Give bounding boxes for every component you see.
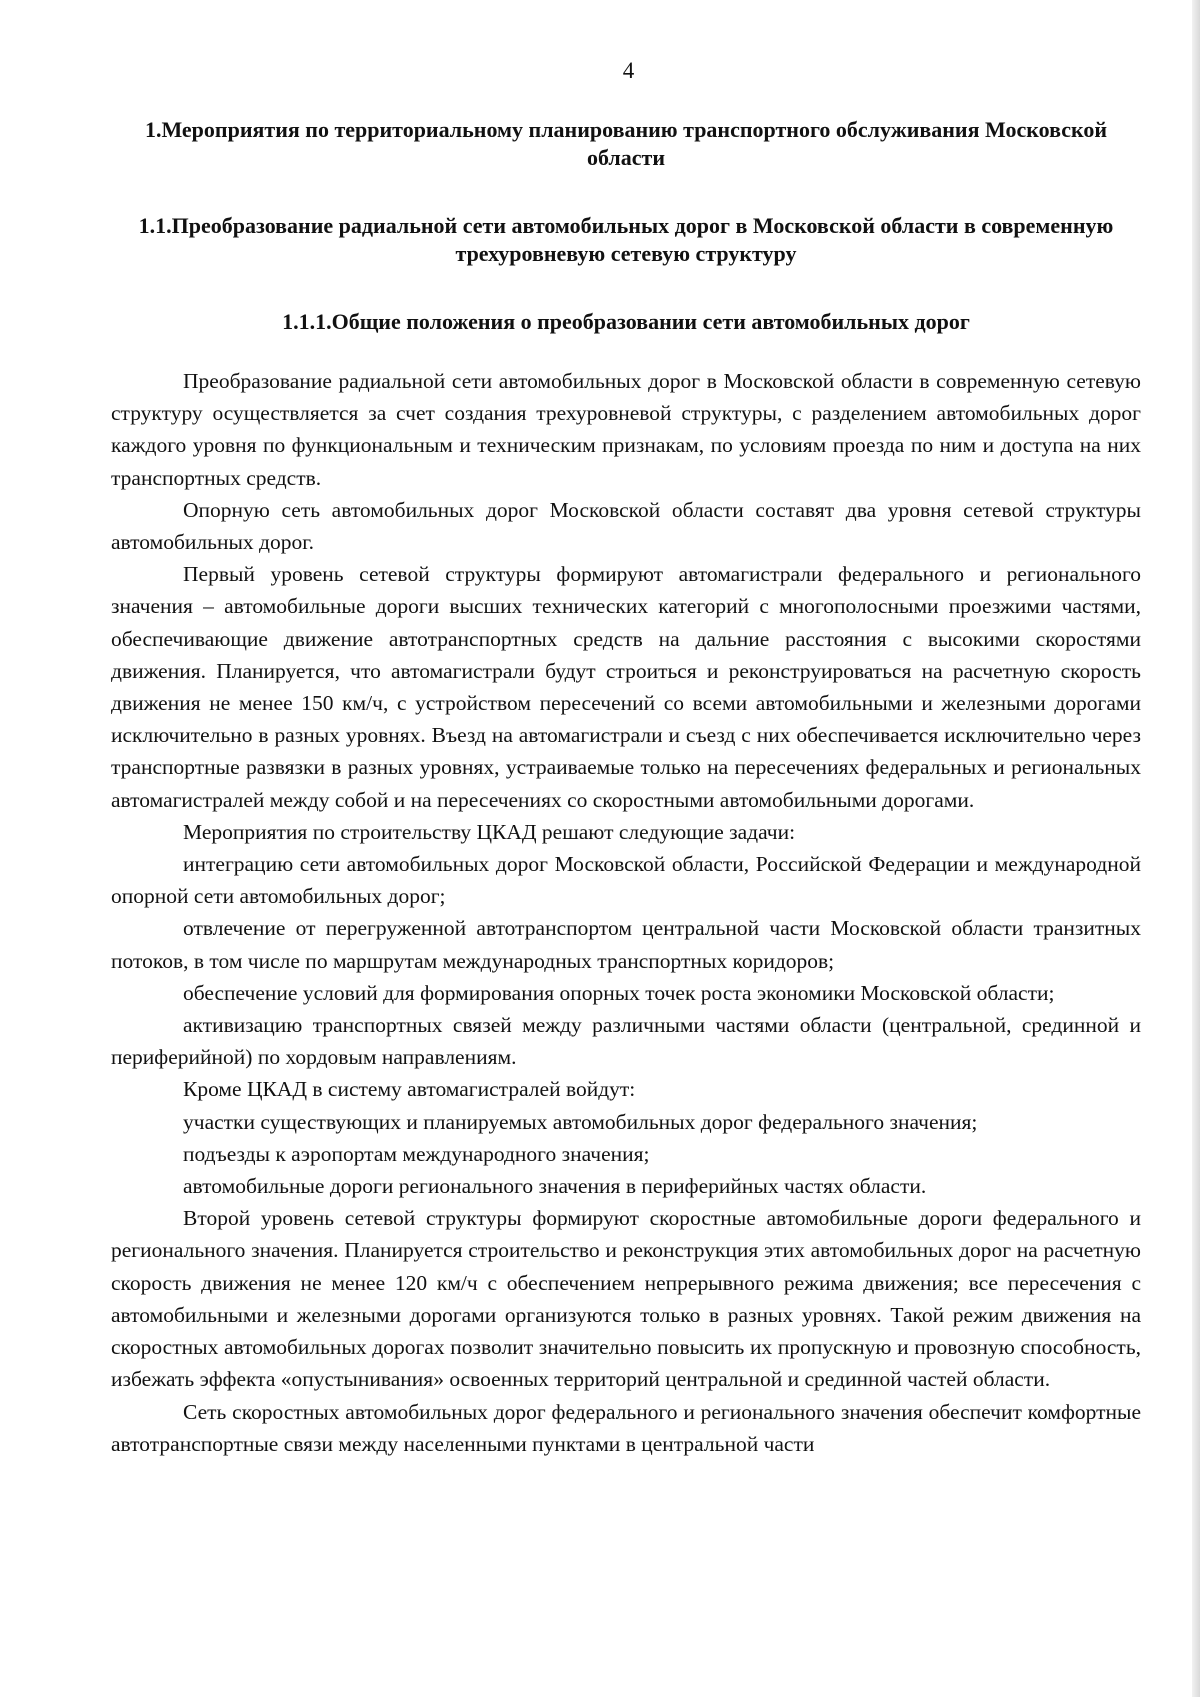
paragraph: Сеть скоростных автомобильных дорог федерального и регионального значения обеспечит комфортные автотранспортные связи между населенными пунктами в центральной части <box>111 1399 1141 1456</box>
list-item: интеграцию сети автомобильных дорог Московской области, Российской Федерации и международной опорной сети автомобильных дорог; <box>111 852 1141 909</box>
paragraph: Первый уровень сетевой структуры формируют автомагистрали федерального и регионального значения – автомобильные дороги высших технических категорий с многополосными проезжими частями, обеспечивающие движение автотранспортных средств на дальние расстояния с высокими скоростями движения. Планируется, что автомагистрали будут строиться и реконструироваться на расчетную скорость движения не менее 150 км/ч, с устройством пересечений со всеми автомобильными и железными дорогами исключительно в разных уровнях. Въезд на автомагистрали и съезд с них обеспечивается исключительно через транспортные развязки в разных уровнях, устраиваемые только на пересечениях федеральных и региональных автомагистралей между собой и на пересечениях со скоростными автомобильными дорогами. <box>111 562 1141 812</box>
paragraph: Опорную сеть автомобильных дорог Московской области составят два уровня сетевой структуры автомобильных дорог. <box>111 497 1141 555</box>
list-item: участки существующих и планируемых автомобильных дорог федерального значения; <box>183 1109 978 1134</box>
paragraph: Кроме ЦКАД в систему автомагистралей войдут: <box>183 1077 636 1102</box>
paragraph: Преобразование радиальной сети автомобильных дорог в Московской области в современную сетевую структуру осуществляется за счет создания трехуровневой структуры, с разделением автомобильных дорог каждого уровня по функциональным и техническим признакам, по условиям проезда по ним и доступа на них транспортных средств. <box>111 369 1141 490</box>
body-text <box>111 365 1141 1460</box>
list-item: автомобильные дороги регионального значения в периферийных частях области. <box>183 1174 927 1199</box>
page-content <box>111 116 1141 1460</box>
scan-edge <box>1192 0 1200 1697</box>
list-item: обеспечение условий для формирования опорных точек роста экономики Московской области; <box>183 980 1055 1005</box>
section-heading: 1.Мероприятия по территориальному планированию транспортного обслуживания Московской области <box>144 117 1108 170</box>
subsubsection-heading: 1.1.1.Общие положения о преобразовании сети автомобильных дорог <box>282 309 970 334</box>
list-item: отвлечение от перегруженной автотранспортом центральной части Московской области транзитных потоков, в том числе по маршрутам международных транспортных коридоров; <box>111 916 1141 973</box>
list-item: активизацию транспортных связей между различными частями области (центральной, срединной и периферийной) по хордовым направлениям. <box>111 1013 1141 1070</box>
subsection-heading: 1.1.Преобразование радиальной сети автомобильных дорог в Московской области в современную трехуровневую сетевую структуру <box>138 213 1114 266</box>
paragraph: Второй уровень сетевой структуры формируют скоростные автомобильные дороги федерального и регионального значения. Планируется строительство и реконструкция этих автомобильных дорог на расчетную скорость движения не менее 120 км/ч с обеспечением непрерывного режима движения; все пересечения с автомобильными и железными дорогами организуются только в разных уровнях. Такой режим движения на скоростных автомобильных дорогах позволит значительно повысить их пропускную и провозную способность, избежать эффекта «опустынивания» освоенных территорий центральной и срединной частей области. <box>111 1206 1141 1392</box>
paragraph: Мероприятия по строительству ЦКАД решают следующие задачи: <box>183 819 796 844</box>
page-number: 4 <box>622 58 635 83</box>
list-item: подъезды к аэропортам международного значения; <box>183 1141 650 1166</box>
